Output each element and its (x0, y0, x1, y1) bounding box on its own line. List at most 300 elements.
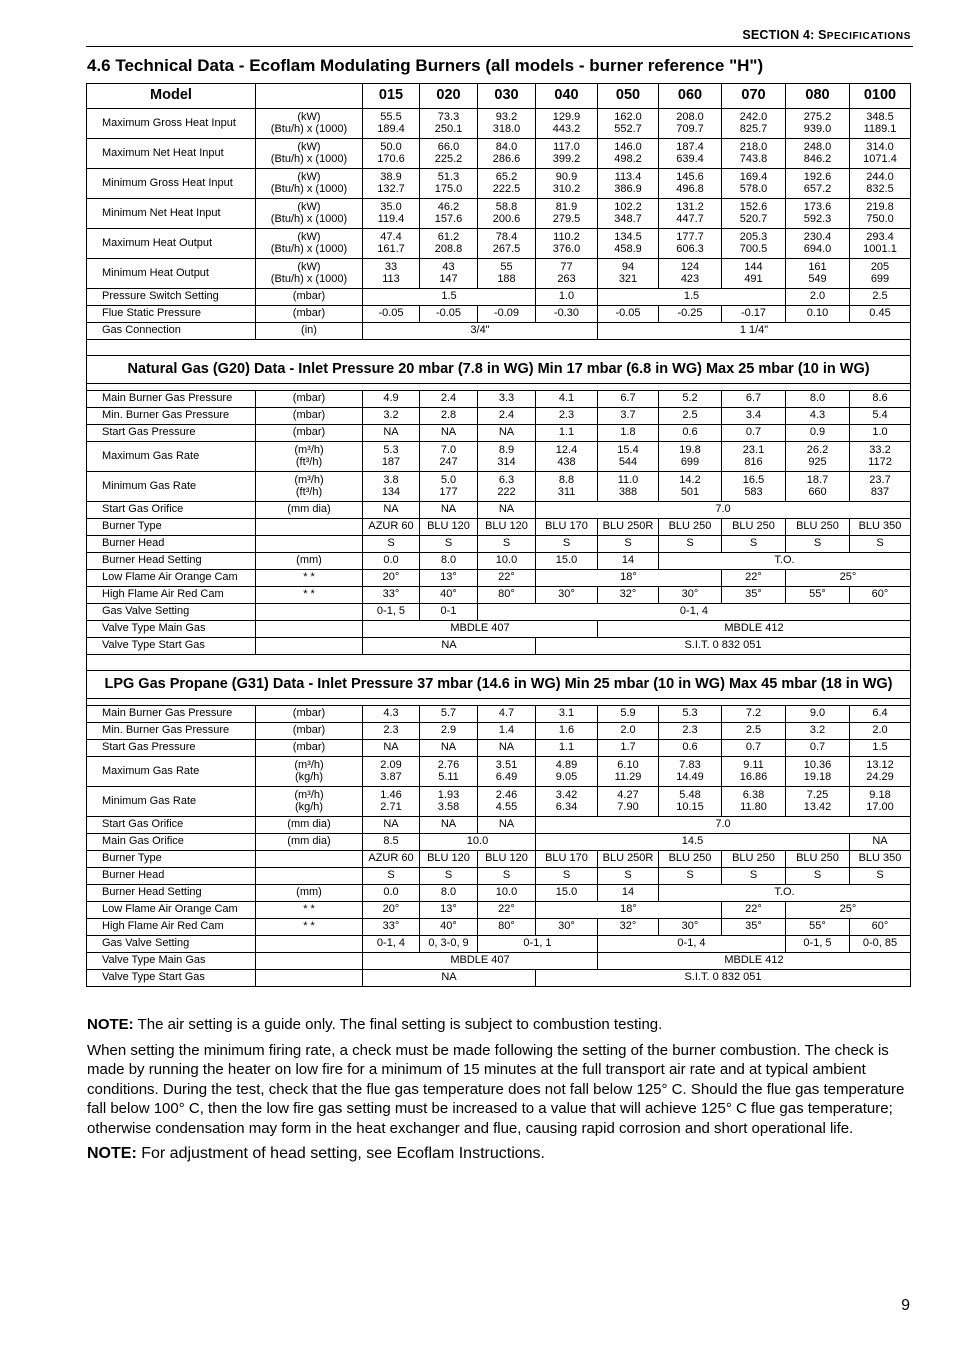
cell-line: 10.36 (803, 759, 832, 771)
cell-line: 40° (440, 920, 457, 933)
table-cell (786, 902, 911, 919)
row-unit (256, 553, 363, 570)
spacer-row (87, 340, 911, 356)
table-cell (598, 229, 659, 259)
row-unit (256, 868, 363, 885)
cell-line: 200.6 (492, 212, 521, 225)
row-label: Minimum Heat Output (87, 259, 256, 289)
table-cell (536, 970, 911, 987)
cell-line: 25° (839, 903, 857, 916)
table-cell (786, 169, 850, 199)
cell-line: 314.0 (866, 141, 894, 153)
cell-line: BLU 120 (427, 520, 470, 533)
cell-line: S (686, 537, 694, 550)
cell-line: (Btu/h) x (1000) (270, 272, 348, 285)
row-label: Minimum Gas Rate (87, 472, 256, 502)
cell-line: S (624, 537, 632, 550)
table-cell (478, 787, 536, 817)
cell-line: AZUR 60 (368, 852, 414, 865)
cell-line: 161 (808, 261, 827, 273)
cell-line: NA (440, 818, 457, 831)
cell-line: 5.3 (383, 444, 399, 456)
table-cell (786, 936, 850, 953)
cell-line: 5.9 (620, 707, 636, 720)
cell-line: 0-1, 1 (523, 937, 552, 950)
cell-line: 3.58 (437, 800, 460, 813)
cell-line: 7.90 (617, 800, 639, 813)
cell-line: 318.0 (492, 122, 521, 135)
table-cell (659, 885, 911, 902)
cell-line: 230.4 (803, 231, 832, 243)
cell-line: (m³/h) (294, 789, 324, 801)
cell-line: 0.10 (806, 307, 829, 320)
cell-line: 102.2 (614, 201, 642, 213)
table-cell (786, 868, 850, 885)
table-cell (659, 868, 722, 885)
cell-line: (m³/h) (294, 444, 324, 456)
cell-line: 700.5 (739, 242, 768, 255)
table-cell (659, 169, 722, 199)
cell-line: 0.7 (745, 426, 762, 439)
cell-line: (mbar) (292, 290, 326, 303)
table-cell (363, 502, 420, 519)
cell-line: 9.0 (809, 707, 826, 720)
table-cell (598, 723, 659, 740)
note-air-setting: NOTE: The air setting is a guide only. The final setting is subject to combustion testing. (87, 1016, 663, 1033)
cell-line: 110.2 (553, 231, 580, 243)
cell-line: 205 (870, 261, 890, 273)
table-row (87, 604, 911, 621)
table-cell (850, 425, 911, 442)
table-cell (786, 139, 850, 169)
table-cell (363, 851, 420, 868)
table-row (87, 970, 911, 987)
table-cell (536, 536, 598, 553)
cell-line: 169.4 (739, 171, 768, 183)
cell-line: 5.48 (679, 789, 701, 801)
cell-line: NA (872, 835, 888, 848)
cell-line: 147 (439, 272, 458, 285)
cell-line: 520.7 (739, 212, 768, 225)
table-cell (478, 442, 536, 472)
cell-line: -0.25 (677, 307, 703, 320)
table-cell (420, 536, 478, 553)
table-cell (536, 706, 598, 723)
table-cell (420, 109, 478, 139)
cell-line: 832.5 (866, 182, 894, 195)
table-cell (363, 199, 420, 229)
table-row (87, 757, 911, 787)
cell-line: BLU 350 (858, 852, 902, 865)
row-unit (256, 885, 363, 902)
cell-line: 491 (744, 272, 763, 285)
table-cell (722, 723, 786, 740)
row-unit (256, 936, 363, 953)
cell-line: 94 (621, 261, 635, 273)
table-cell (536, 570, 722, 587)
cell-line: 2.5 (682, 409, 698, 422)
cell-line: NA (440, 503, 457, 516)
table-cell (598, 787, 659, 817)
table-cell (536, 425, 598, 442)
table-cell (478, 502, 536, 519)
cell-line: 7.0 (715, 503, 731, 516)
cell-line: 639.4 (676, 152, 704, 165)
table-cell (363, 472, 420, 502)
row-label: Minimum Net Heat Input (87, 199, 256, 229)
cell-line: AZUR 60 (368, 520, 414, 533)
cell-line: 3.1 (558, 707, 575, 720)
row-label: Gas Connection (87, 323, 256, 340)
cell-line: 80° (498, 588, 515, 601)
cell-line: 58.8 (495, 201, 518, 213)
cell-line: 4.3 (809, 409, 826, 422)
table-cell (420, 472, 478, 502)
model-header-row (87, 84, 911, 109)
cell-line: 348.7 (614, 212, 642, 225)
table-cell (536, 868, 598, 885)
cell-line: 8.0 (809, 392, 826, 405)
cell-line: NA (383, 741, 399, 754)
table-cell (420, 723, 478, 740)
row-label: Start Gas Orifice (87, 817, 256, 834)
cell-line: NA (498, 818, 515, 831)
table-cell (850, 442, 911, 472)
cell-line: (mbar) (292, 307, 326, 320)
table-cell (786, 472, 850, 502)
table-cell (478, 109, 536, 139)
cell-line: 443.2 (552, 122, 581, 135)
cell-line: 1 1/4" (739, 324, 769, 337)
cell-line: -0.17 (740, 307, 767, 320)
row-unit (256, 536, 363, 553)
cell-line: (mbar) (292, 741, 326, 754)
cell-line: 13.12 (866, 759, 894, 771)
table-cell (420, 259, 478, 289)
cell-line: 30° (558, 920, 575, 933)
model-label: Model (87, 84, 256, 109)
table-cell (850, 536, 911, 553)
cell-line: 8.5 (383, 835, 399, 848)
table-cell (363, 391, 420, 408)
table-cell (363, 553, 420, 570)
cell-line: 14.2 (679, 474, 701, 486)
table-cell (536, 472, 598, 502)
cell-line: 14 (621, 886, 635, 899)
table-cell (722, 706, 786, 723)
table-cell (659, 408, 722, 425)
row-unit (256, 740, 363, 757)
cell-line: 1.7 (620, 741, 636, 754)
cell-line: 606.3 (676, 242, 704, 255)
table-cell (363, 425, 420, 442)
table-cell (363, 919, 420, 936)
row-label: Burner Type (87, 851, 256, 868)
table-cell (363, 621, 598, 638)
cell-line: S (876, 869, 884, 882)
table-cell (722, 306, 786, 323)
row-label: Burner Head Setting (87, 885, 256, 902)
row-label: Main Gas Orifice (87, 834, 256, 851)
cell-line: 1189.1 (863, 122, 897, 135)
cell-line: 6.49 (495, 770, 518, 783)
cell-line: 60° (871, 588, 889, 601)
table-cell (363, 885, 420, 902)
row-unit (256, 109, 363, 139)
cell-line: 2.3 (383, 724, 399, 737)
cell-line: 1.5 (683, 290, 700, 303)
cell-line: 0-1 (440, 605, 457, 618)
cell-line: 244.0 (866, 171, 894, 183)
cell-line: S (562, 869, 571, 882)
cell-line: * * (303, 588, 315, 601)
cell-line: 709.7 (676, 122, 704, 135)
table-row (87, 817, 911, 834)
cell-line: 8.0 (440, 886, 457, 899)
cell-line: NA (498, 426, 515, 439)
table-cell (850, 199, 911, 229)
row-label: Minimum Gross Heat Input (87, 169, 256, 199)
table-cell (659, 519, 722, 536)
cell-line: (mbar) (292, 392, 326, 405)
cell-line: BLU 350 (858, 520, 902, 533)
table-row (87, 519, 911, 536)
table-cell (722, 519, 786, 536)
cell-line: (kW) (297, 231, 321, 243)
table-cell (363, 536, 420, 553)
cell-line: S (686, 869, 694, 882)
table-cell (722, 425, 786, 442)
table-cell (598, 868, 659, 885)
table-cell (536, 408, 598, 425)
cell-line: (ft³/h) (295, 455, 323, 468)
cell-line: 11.80 (740, 800, 767, 813)
row-unit (256, 502, 363, 519)
table-cell (659, 723, 722, 740)
table-cell (536, 587, 598, 604)
cell-line: (Btu/h) x (1000) (270, 152, 348, 165)
row-label: Minimum Gas Rate (87, 787, 256, 817)
row-unit (256, 442, 363, 472)
row-unit (256, 604, 363, 621)
cell-line: 549 (808, 272, 827, 285)
table-cell (420, 519, 478, 536)
notes (87, 1015, 913, 1170)
cell-line: 219.8 (866, 201, 894, 213)
table-cell (363, 604, 420, 621)
table-cell (598, 391, 659, 408)
row-unit (256, 289, 363, 306)
cell-line: 458.9 (614, 242, 642, 255)
row-label: Min. Burner Gas Pressure (87, 408, 256, 425)
cell-line: 18° (620, 903, 637, 916)
cell-line: (mm) (296, 554, 322, 567)
row-unit (256, 970, 363, 987)
cell-line: 1.1 (558, 426, 575, 439)
cell-line: 8.0 (440, 554, 457, 567)
table-row (87, 425, 911, 442)
table-cell (420, 553, 478, 570)
row-unit (256, 723, 363, 740)
table-cell (659, 109, 722, 139)
cell-line: 152.6 (739, 201, 768, 213)
table-row (87, 289, 911, 306)
table-cell (478, 706, 536, 723)
table-cell (659, 391, 722, 408)
cell-line: -0.09 (493, 307, 520, 320)
model-number: 0100 (850, 84, 911, 109)
cell-line: 2.5 (872, 290, 888, 303)
table-cell (659, 425, 722, 442)
table-cell (598, 259, 659, 289)
table-cell (722, 587, 786, 604)
cell-line: 15.4 (617, 444, 639, 456)
cell-line: 7.83 (679, 759, 701, 771)
table-cell (536, 519, 598, 536)
cell-line: 750.0 (866, 212, 894, 225)
table-row (87, 936, 911, 953)
cell-line: (kW) (297, 201, 321, 213)
table-cell (363, 787, 420, 817)
cell-line: MBDLE 412 (724, 622, 784, 635)
table-cell (363, 953, 598, 970)
row-label: Main Burner Gas Pressure (87, 391, 256, 408)
cell-line: 189.4 (377, 122, 405, 135)
table-cell (478, 604, 911, 621)
cell-line: 134 (381, 485, 401, 498)
cell-line: 825.7 (739, 122, 768, 135)
table-cell (598, 169, 659, 199)
cell-line: 47.4 (380, 231, 402, 243)
cell-line: 0.6 (682, 741, 698, 754)
cell-line: 145.6 (676, 171, 704, 183)
cell-line: 187 (381, 455, 401, 468)
table-cell (598, 553, 659, 570)
row-unit (256, 587, 363, 604)
cell-line: 84.0 (495, 141, 518, 153)
spacer-row (87, 699, 911, 706)
spacer-cell (87, 699, 911, 706)
cell-line: 9.05 (555, 770, 578, 783)
table-cell (536, 885, 598, 902)
cell-line: 388 (618, 485, 638, 498)
cell-line: 3.2 (809, 724, 826, 737)
cell-line: 4.27 (617, 789, 639, 801)
cell-line: 4.89 (555, 759, 578, 771)
table-cell (659, 259, 722, 289)
cell-line: NA (440, 426, 457, 439)
cell-line: 2.3 (558, 409, 575, 422)
cell-line: 30° (558, 588, 575, 601)
cell-line: 24.29 (866, 770, 894, 783)
cell-line: 188 (497, 272, 516, 285)
cell-line: (m³/h) (294, 474, 324, 486)
row-unit (256, 139, 363, 169)
table-cell (478, 902, 536, 919)
cell-line: 22° (498, 571, 515, 584)
cell-line: 55 (500, 261, 513, 273)
table-cell (786, 740, 850, 757)
cell-line: 32° (619, 920, 637, 933)
cell-line: NA (441, 639, 457, 652)
cell-line: 14.49 (676, 770, 704, 783)
table-cell (598, 953, 911, 970)
row-unit (256, 706, 363, 723)
cell-line: 2.4 (440, 392, 457, 405)
table-cell (420, 817, 478, 834)
table-cell (659, 706, 722, 723)
cell-line: 552.7 (614, 122, 642, 135)
cell-line: (ft³/h) (295, 485, 323, 498)
model-number: 040 (536, 84, 598, 109)
cell-line: S (444, 869, 453, 882)
cell-line: (kW) (297, 171, 321, 183)
cell-line: 22° (745, 903, 762, 916)
table-cell (598, 587, 659, 604)
table-cell (420, 425, 478, 442)
table-row (87, 638, 911, 655)
cell-line: BLU 170 (545, 852, 588, 865)
cell-line: NA (383, 818, 399, 831)
cell-line: 23.7 (869, 474, 891, 486)
table-row (87, 787, 911, 817)
table-cell (478, 139, 536, 169)
table-cell (478, 536, 536, 553)
cell-line: 55.5 (380, 111, 402, 123)
table-cell (536, 229, 598, 259)
row-unit (256, 621, 363, 638)
row-label: Maximum Gas Rate (87, 442, 256, 472)
row-unit (256, 757, 363, 787)
row-label: Maximum Heat Output (87, 229, 256, 259)
cell-line: 25° (839, 571, 857, 584)
cell-line: 6.4 (872, 707, 888, 720)
cell-line: 15.0 (555, 554, 578, 567)
cell-line: 3.42 (555, 789, 578, 801)
cell-line: 131.2 (676, 201, 704, 213)
cell-line: 134.5 (614, 231, 642, 243)
table-cell (536, 757, 598, 787)
table-cell (363, 740, 420, 757)
cell-line: 1.0 (872, 426, 888, 439)
row-unit (256, 834, 363, 851)
table-cell (536, 289, 598, 306)
cell-line: S (749, 869, 758, 882)
table-cell (478, 472, 536, 502)
cell-line: BLU 120 (485, 520, 528, 533)
cell-line: (Btu/h) x (1000) (270, 122, 348, 135)
table-cell (850, 139, 911, 169)
cell-line: 0-1, 4 (677, 937, 706, 950)
cell-line: 208.8 (434, 242, 463, 255)
cell-line: S.I.T. 0 832 051 (684, 971, 762, 984)
cell-line: 13° (440, 571, 457, 584)
table-cell (722, 109, 786, 139)
cell-line: 2.0 (872, 724, 888, 737)
table-cell (598, 139, 659, 169)
cell-line: -0.05 (615, 307, 641, 320)
cell-line: S.I.T. 0 832 051 (684, 639, 762, 652)
table-row (87, 834, 911, 851)
table-cell (478, 570, 536, 587)
lpg-banner (87, 671, 911, 699)
table-cell (478, 199, 536, 229)
row-label: Gas Valve Setting (87, 604, 256, 621)
cell-line: 43 (442, 261, 455, 273)
row-label: Start Gas Pressure (87, 740, 256, 757)
cell-line: 17.00 (866, 800, 894, 813)
cell-line: S (876, 537, 884, 550)
